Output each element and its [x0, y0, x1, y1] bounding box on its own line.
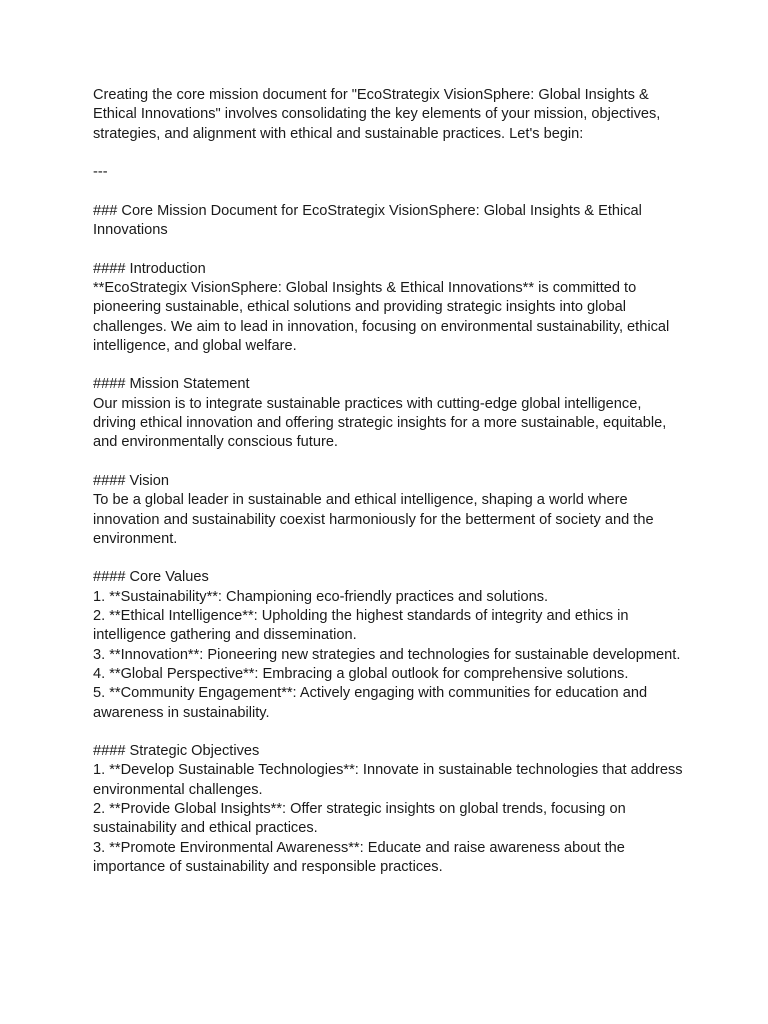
section-core-values — [93, 568, 683, 722]
document-title: ### Core Mission Document for EcoStrategix VisionSphere: Global Insights & Ethical Innovations — [93, 202, 642, 239]
list-item: 1. **Develop Sustainable Technologies**: Innovate in sustainable technologies that address environmental challenges. — [93, 762, 683, 798]
list-item: 4. **Global Perspective**: Embracing a global outlook for comprehensive solutions. — [93, 665, 629, 682]
section-mission — [93, 375, 683, 452]
section-heading: #### Vision — [93, 472, 170, 489]
document-page — [93, 86, 683, 896]
section-body: To be a global leader in sustainable and ethical intelligence, shaping a world where innovation and sustainability coexist harmoniously for the betterment of society and the environment. — [93, 492, 654, 547]
list-item: 2. **Ethical Intelligence**: Upholding the highest standards of integrity and ethics in intelligence gathering and dissemination. — [93, 608, 629, 644]
section-strategic-objectives — [93, 742, 683, 877]
list-item: 1. **Sustainability**: Championing eco-friendly practices and solutions. — [93, 588, 549, 605]
section-heading: #### Core Values — [93, 569, 209, 586]
intro-paragraph: Creating the core mission document for "EcoStrategix VisionSphere: Global Insights & Ethical Innovations" involves consolidating the key elements of your mission, objectives, strategies, and alignment with ethical and sustainable practices. Let's begin: — [93, 87, 661, 142]
section-introduction — [93, 260, 683, 356]
section-heading: #### Introduction — [93, 260, 206, 277]
section-heading: #### Mission Statement — [93, 376, 250, 393]
list-item: 5. **Community Engagement**: Actively engaging with communities for education and awareness in sustainability. — [93, 685, 648, 721]
section-body: **EcoStrategix VisionSphere: Global Insights & Ethical Innovations** is committed to pioneering sustainable, ethical solutions and providing strategic insights into global challenges. We aim to lead in innovation, focusing on environmental sustainability, ethical intelligence, and global welfare. — [93, 279, 670, 354]
list-item: 3. **Promote Environmental Awareness**: Educate and raise awareness about the importance of sustainability and responsible practices. — [93, 839, 625, 875]
list-item: 2. **Provide Global Insights**: Offer strategic insights on global trends, focusing on sustainability and ethical practices. — [93, 800, 626, 837]
section-heading: #### Strategic Objectives — [93, 743, 260, 760]
section-vision — [93, 472, 683, 549]
separator: --- — [93, 164, 108, 181]
section-body: Our mission is to integrate sustainable practices with cutting-edge global intelligence, driving ethical innovation and offering strategic insights for a more sustainable, equitable, and environmentally conscious future. — [93, 395, 667, 451]
list-item: 3. **Innovation**: Pioneering new strategies and technologies for sustainable development. — [93, 646, 681, 663]
